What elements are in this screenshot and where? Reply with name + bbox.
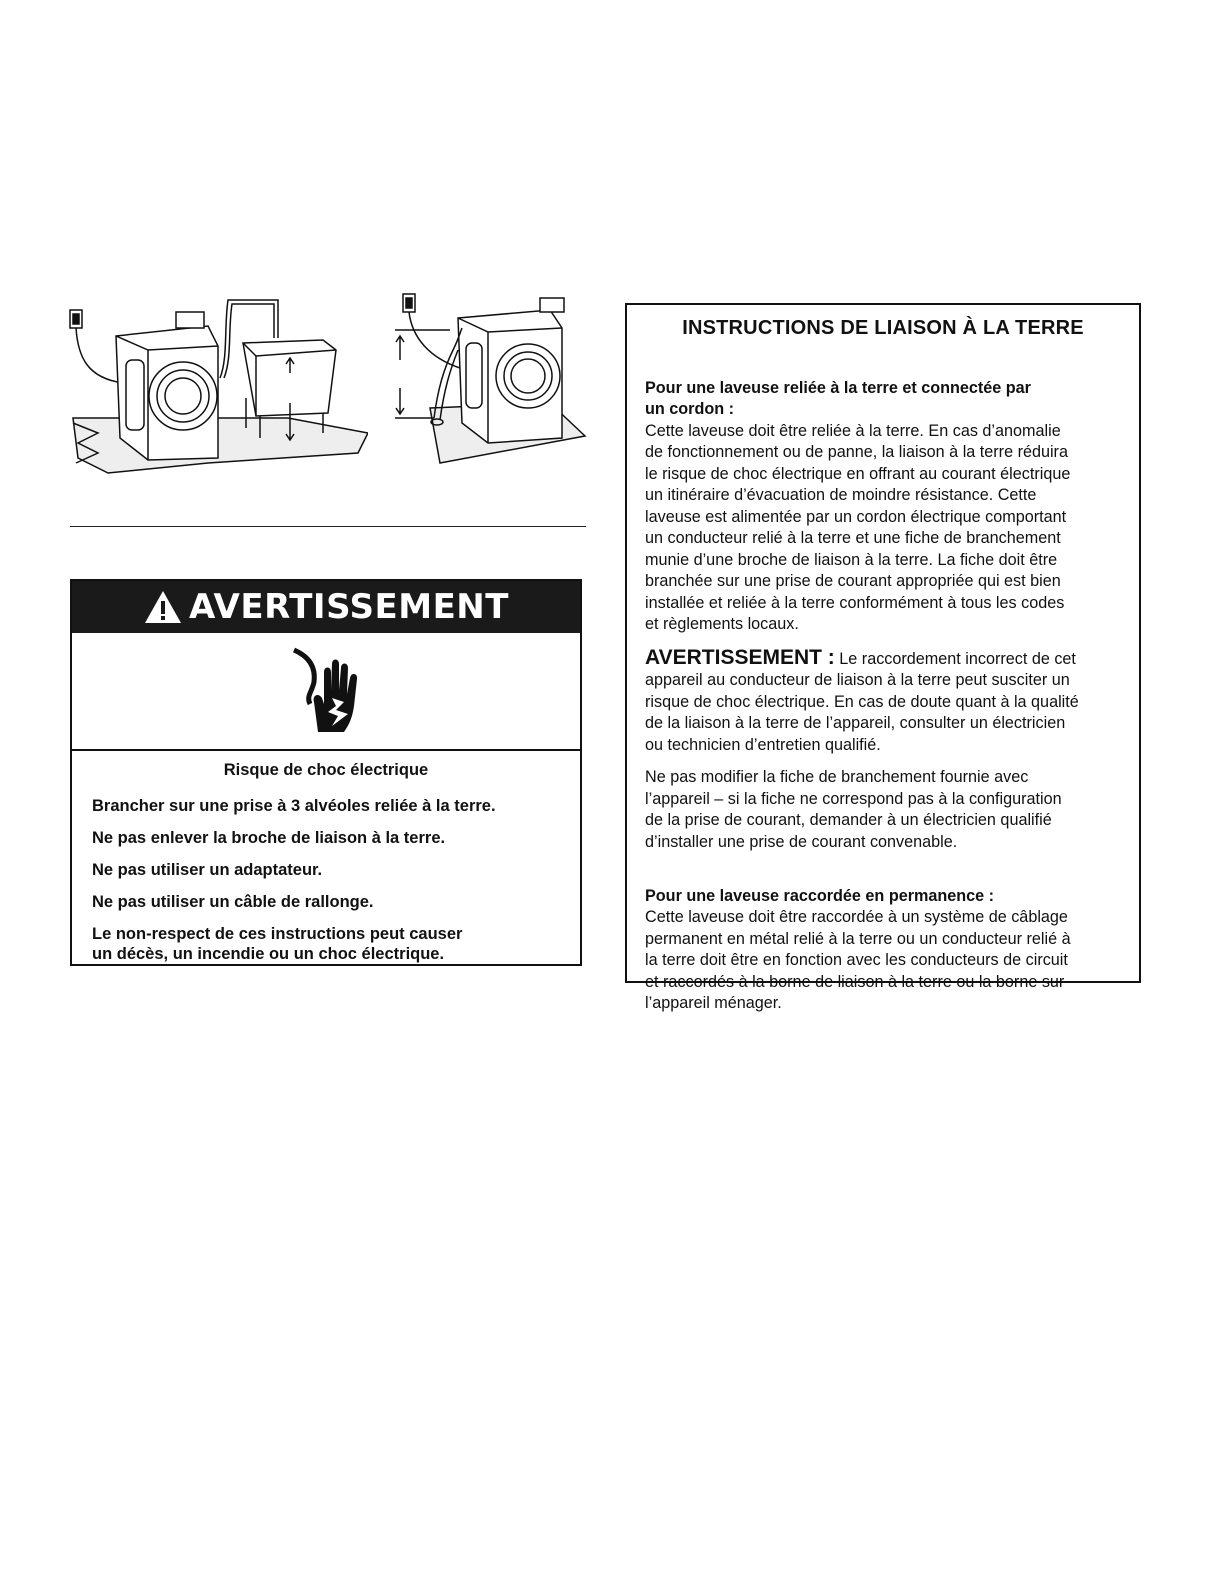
washer-laundry-tub-illustration — [68, 288, 368, 488]
cord-section — [645, 356, 1139, 636]
grounding-title: INSTRUCTIONS DE LIAISON À LA TERRE — [682, 317, 1084, 339]
permanent-heading: Pour une laveuse raccordée en permanence : — [645, 886, 995, 905]
grounding-instructions-box — [625, 303, 1141, 1012]
electrical-shock-warning-box — [70, 579, 582, 966]
warning-line: Brancher sur une prise à 3 alvéoles reliée à la terre. — [92, 797, 496, 815]
grounding-warning-section — [645, 647, 1139, 757]
plug-text: Ne pas modifier la fiche de branchement fournie avec l’appareil – si la fiche ne correspond pas à la configuration de la prise de courant, demander à un électricien qualifié d’installer une prise de courant convenable. — [645, 768, 1062, 851]
section-divider — [70, 526, 586, 527]
grounding-warning-lead: AVERTISSEMENT : — [645, 645, 835, 669]
warning-line: Le non-respect de ces instructions peut causer un décès, un incendie ou un choc électrique. — [92, 925, 463, 963]
warning-line: Ne pas enlever la broche de liaison à la terre. — [92, 829, 446, 847]
cord-text: Cette laveuse doit être reliée à la terre. En cas d’anomalie de fonctionnement ou de panne, la liaison à la terre réduira le risque de choc électrique en offrant au courant électrique un itinéraire d’évacuation de moindre résistance. Cette laveuse est alimentée par un cordon électrique comportant un conducteur relié à la terre et une fiche de branchement munie d’une broche de liaison à la terre. La fiche doit être branchée sur une prise de courant appropriée qui est bien installée et reliée à la terre conformément à tous les codes et règlements locaux. — [645, 421, 1071, 633]
warning-line: Ne pas utiliser un adaptateur. — [92, 861, 323, 879]
electric-shock-hand-icon — [288, 646, 364, 736]
warning-header — [72, 581, 580, 633]
permanent-text: Cette laveuse doit être raccordée à un système de câblage permanent en métal relié à la terre ou un conducteur relié à la terre doit être en fonction avec les conducteurs de circuit et raccordés à la borne de liaison à la terre ou la borne sur l’appareil ménager. — [645, 908, 1071, 1012]
permanent-section — [645, 864, 1139, 1015]
warning-body — [72, 751, 580, 964]
grounding-warning-text: Le raccordement incorrect de cet appareil au conducteur de liaison à la terre peut susciter un risque de choc électrique. En cas de doute quant à la qualité de la liaison à la terre de l’appareil, consulter un électricien ou technicien d’entretien qualifié. — [645, 649, 1079, 754]
warning-title: AVERTISSEMENT — [189, 587, 509, 627]
shock-icon-area — [72, 633, 580, 751]
warning-triangle-icon — [143, 587, 183, 627]
washer-standpipe-illustration — [390, 288, 590, 478]
cord-heading: Pour une laveuse reliée à la terre et connectée par un cordon : — [645, 378, 1031, 418]
warning-line: Ne pas utiliser un câble de rallonge. — [92, 893, 374, 911]
warning-subtitle: Risque de choc électrique — [223, 761, 429, 779]
